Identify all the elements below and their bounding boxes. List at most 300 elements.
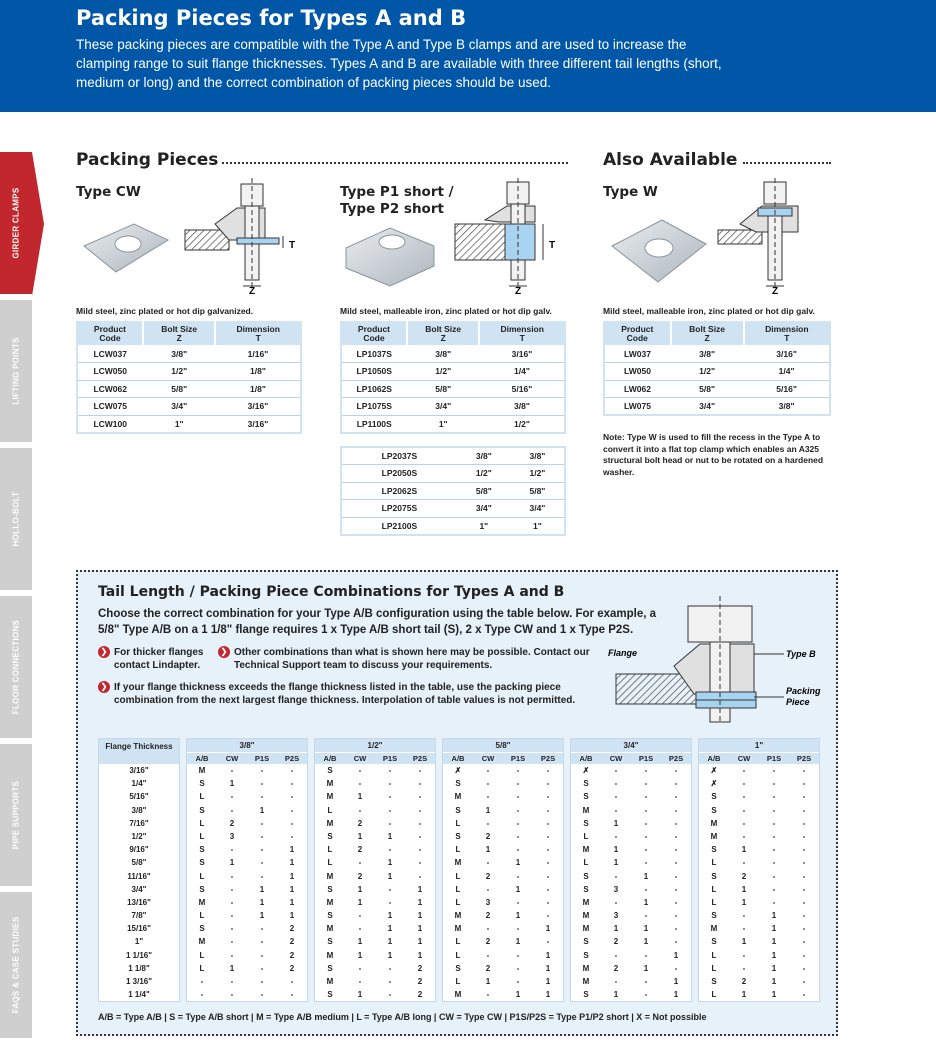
table-cell: 3/8" [407,345,479,363]
flange-label: Flange [608,648,638,658]
type-w-material: Mild steel, malleable iron, zinc plated or hot dip galv. [603,306,815,316]
table-cell: 1" [510,517,565,535]
table-row [571,843,691,856]
combination-diagram [608,596,834,726]
table-cell: 3 [613,911,619,921]
block-rows [571,764,691,1001]
table-cell: 1 [515,858,521,868]
table-row [604,380,830,398]
table-cell: - [644,990,648,1000]
table-cell: LCW062 [77,380,143,398]
arrow-icon: ❯ [98,646,110,658]
table-cell: - [772,831,776,841]
table-cell: - [546,831,550,841]
table-row [699,870,819,883]
table-cell: - [644,845,648,855]
table-cell: - [614,950,618,960]
type-p1-table [340,321,566,434]
table-cell: LW075 [604,398,671,416]
table-cell: L [711,963,717,973]
table-cell: - [772,897,776,907]
table-cell: - [772,766,776,775]
type-cw-diagram [185,178,305,296]
table-cell: 1 [387,950,393,960]
table-cell: - [516,805,520,815]
table-row [315,883,435,896]
bolt-size-block [442,738,564,1002]
table-cell: 1 [643,897,649,907]
table-row [699,988,819,1001]
table-cell: - [772,805,776,815]
table-row [443,777,563,790]
bolt-size-header: 3/8" [187,739,307,752]
table-cell: 1 [545,977,551,986]
type-cw-title: Type CW [76,184,141,200]
table-cell: LCW075 [77,398,143,416]
table-row [99,922,179,935]
table-cell: - [290,977,294,986]
sub-header: P1S [766,754,782,763]
table-cell: LW050 [604,363,671,381]
table-cell: 1/2" [479,415,565,433]
table-cell: - [644,792,648,802]
bolt-size-header: 1/2" [315,739,435,752]
table-cell: S [583,779,589,789]
table-cell: M [582,963,590,973]
table-cell: - [674,805,678,815]
table-cell: - [546,897,550,907]
table-row [187,843,307,856]
table-cell: LCW050 [77,363,143,381]
table-cell: 1 [417,924,423,934]
flange-value: 1/2" [131,831,147,841]
sub-header: CW [481,754,495,763]
table-cell: M [710,831,718,841]
table-cell: - [260,924,264,934]
table-cell: 1/8" [215,363,301,381]
table-cell: - [546,766,550,775]
table-cell: - [260,950,264,960]
flange-value: 1/4" [131,779,147,789]
table-row [699,896,819,909]
table-cell: - [546,845,550,855]
type-w-table [603,321,831,416]
table-cell: ✗ [454,766,462,775]
table-cell: LW037 [604,345,671,363]
table-cell: - [486,766,490,775]
table-cell: 1 [417,950,423,960]
table-cell: - [802,897,806,907]
table-cell: 1 [515,911,521,921]
table-cell: 2 [357,871,363,881]
table-cell: - [388,897,392,907]
table-cell: - [772,792,776,802]
tab-pipe-supports[interactable] [0,744,32,888]
table-cell: LP2062S [341,482,457,500]
table-cell: L [455,897,461,907]
table-cell: - [674,831,678,841]
table-cell: S [455,963,461,973]
table-cell: 2 [289,963,295,973]
tab-label: PIPE SUPPORTS [11,780,21,850]
table-cell: 1 [771,937,777,947]
table-cell: 1 [673,990,679,1000]
table-cell: - [516,845,520,855]
table-row [187,790,307,803]
type-p-title-line1: Type P1 short / [340,184,454,200]
table-row [315,962,435,975]
table-cell: 1 [357,897,363,907]
table-cell: - [358,963,362,973]
table-cell: - [230,950,234,960]
table-cell: S [327,911,333,921]
heading-divider [743,162,831,164]
table-cell: - [802,884,806,894]
table-cell: 1 [357,792,363,802]
table-cell: 2 [613,963,619,973]
table-cell: - [802,950,806,960]
table-cell: - [644,858,648,868]
table-row [699,764,819,777]
arrow-icon: ❯ [98,681,110,693]
table-cell: - [486,818,490,828]
table-cell: - [614,831,618,841]
table-row [77,415,301,433]
table-cell: 2 [485,871,491,881]
tab-faqs-case-studies[interactable] [0,892,32,1040]
sub-header-row [571,752,691,764]
sub-header: CW [609,754,623,763]
table-row [699,830,819,843]
table-cell: - [546,911,550,921]
table-cell: - [802,977,806,986]
table-cell: - [802,990,806,1000]
table-cell: - [802,924,806,934]
table-cell: - [418,845,422,855]
table-cell: M [582,805,590,815]
table-cell: M [582,924,590,934]
arrow-icon: ❯ [218,646,230,658]
table-cell: 1 [387,858,393,868]
table-cell: L [711,897,717,907]
table-cell: 3/8" [143,345,215,363]
table-cell: - [486,858,490,868]
table-cell: 1 [643,924,649,934]
column-header: Dimension T [744,322,830,345]
table-cell: 1/2" [671,363,744,381]
table-cell: - [644,950,648,960]
table-cell: - [674,871,678,881]
table-cell: 3/4" [407,398,479,416]
table-row [571,856,691,869]
table-cell: - [358,766,362,775]
table-row [443,870,563,883]
table-row [443,922,563,935]
table-row [77,363,301,381]
table-cell: 1 [613,818,619,828]
table-cell: M [198,937,206,947]
table-cell: - [230,924,234,934]
table-cell: L [455,845,461,855]
table-cell: - [516,950,520,960]
table-row [443,949,563,962]
table-cell: M [326,871,334,881]
table-cell: - [742,831,746,841]
column-header: Product Code [604,322,671,345]
flange-value: 1 1/16" [125,950,153,960]
table-cell: 1 [417,897,423,907]
sub-header: A/B [451,754,465,763]
table-cell: S [711,792,717,802]
table-cell: 3/8" [671,345,744,363]
table-cell: S [199,779,205,789]
table-cell: 1 [387,924,393,934]
table-row [571,949,691,962]
table-cell: M [582,911,590,921]
dim-t-label: T [289,240,296,251]
table-cell: - [388,818,392,828]
table-cell: 1" [143,415,215,433]
table-row [443,883,563,896]
flange-value: 11/16" [127,871,151,881]
table-cell: 1 [771,950,777,960]
table-cell: - [674,937,678,947]
table-cell: 1 [259,805,265,815]
sub-header: P2S [284,754,300,763]
table-cell: 3/4" [671,398,744,416]
flange-value: 3/8" [131,805,147,815]
combination-title: Tail Length / Packing Piece Combinations for Types A and B [98,584,565,600]
table-cell: - [290,818,294,828]
table-cell: L [199,831,205,841]
table-cell: LP1050S [341,363,407,381]
table-cell: - [200,977,204,986]
table-cell: L [199,950,205,960]
table-cell: S [583,937,589,947]
table-cell: 1/8" [215,380,301,398]
packing-pieces-heading: Packing Pieces [76,150,219,170]
table-row [571,909,691,922]
sub-header: P2S [796,754,812,763]
table-cell: - [516,831,520,841]
table-cell: - [802,792,806,802]
table-row [187,896,307,909]
combination-description: Choose the correct combination for your Type A/B configuration using the table below. For example, a 5/8" Type A/B on a 1 1/8" flange requires 1 x Type A/B short tail (S), 2 x Type CW and 1 x Type P2S. [98,608,657,636]
table-cell: L [199,963,205,973]
bolt-size-header: 5/8" [443,739,563,752]
table-cell: S [711,937,717,947]
table-cell: - [418,805,422,815]
table-cell: - [742,858,746,868]
tab-hollo-bolt[interactable] [0,448,32,592]
table-cell: 1 [357,950,363,960]
table-cell: - [644,805,648,815]
table-row [341,500,565,518]
table-cell: 1 [741,884,747,894]
table-cell: - [772,871,776,881]
table-cell: - [802,911,806,921]
table-cell: - [418,766,422,775]
bullet-other-combinations: ❯ Other combinations than what is shown here may be possible. Contact our Technical Support team to discuss your requirements. [218,646,598,672]
bolt-size-block [698,738,820,1002]
table-cell: 3/4" [143,398,215,416]
table-cell: - [358,858,362,868]
table-cell: L [455,950,461,960]
table-row [315,975,435,988]
table-cell: L [455,977,461,986]
table-cell: S [199,858,205,868]
table-cell: 1 [515,990,521,1000]
table-cell: - [358,779,362,789]
table-cell: 1 [485,977,491,986]
table-cell: - [418,831,422,841]
column-header: Bolt Size Z [407,322,479,345]
table-cell: - [614,897,618,907]
table-row [699,804,819,817]
table-row [699,856,819,869]
table-row [315,988,435,1001]
table-cell: 1 [417,884,423,894]
table-cell: - [260,858,264,868]
table-cell: - [290,792,294,802]
table-row [341,398,565,416]
table-cell: 3/16" [215,415,301,433]
table-cell: 2 [357,845,363,855]
dim-z-label: Z [515,286,522,297]
flange-value: 7/16" [129,818,149,828]
table-cell: 5/8" [671,380,744,398]
table-row [443,962,563,975]
table-row [99,790,179,803]
table-row [571,777,691,790]
table-cell: 1 [741,897,747,907]
flange-value: 7/8" [131,911,147,921]
table-cell: 1 [545,990,551,1000]
table-cell: - [802,779,806,789]
table-cell: 1 [387,911,393,921]
table-row [443,817,563,830]
table-cell: 2 [229,818,235,828]
table-cell: M [582,845,590,855]
table-cell: - [802,963,806,973]
table-cell: - [388,792,392,802]
table-cell: 2 [485,831,491,841]
table-row [571,804,691,817]
flange-header: Flange Thickness [99,739,179,764]
dim-t-label: T [549,240,556,251]
table-cell: S [199,805,205,815]
table-cell: - [546,858,550,868]
table-cell: - [516,792,520,802]
table-cell: 1 [771,963,777,973]
flange-value: 5/16" [129,792,149,802]
type-cw-photo [76,210,172,282]
table-cell: - [742,792,746,802]
table-cell: L [711,990,717,1000]
table-cell: S [583,990,589,1000]
table-cell: 1 [357,937,363,947]
table-cell: - [388,779,392,789]
column-header: Product Code [77,322,143,345]
table-row [99,935,179,948]
table-cell: LW062 [604,380,671,398]
table-cell: - [742,805,746,815]
tab-label: LIFTING POINTS [11,337,21,405]
table-cell: M [326,818,334,828]
table-cell: - [260,766,264,775]
table-cell: 1 [357,831,363,841]
tab-floor-connections[interactable] [0,596,32,740]
sub-header: CW [225,754,239,763]
table-cell: 3 [229,831,235,841]
table-cell: - [614,977,618,986]
table-row [99,804,179,817]
table-cell: 1 [613,845,619,855]
table-cell: S [455,831,461,841]
table-row [443,843,563,856]
bolt-size-block [570,738,692,1002]
table-row [187,830,307,843]
table-cell: - [644,818,648,828]
table-row [699,962,819,975]
table-cell: 1/4" [479,363,565,381]
table-cell: - [260,779,264,789]
block-rows [443,764,563,1001]
table-cell: L [199,871,205,881]
table-cell: 5/16" [479,380,565,398]
table-row [187,949,307,962]
table-row [99,975,179,988]
table-cell: 1 [771,924,777,934]
table-cell: - [418,871,422,881]
table-cell: 3/4" [510,500,565,518]
table-row [604,345,830,363]
table-cell: S [583,871,589,881]
table-cell: - [358,911,362,921]
table-cell: 1 [771,911,777,921]
table-cell: - [388,805,392,815]
table-cell: L [711,884,717,894]
column-header: Bolt Size Z [143,322,215,345]
tab-lifting-points[interactable] [0,300,32,444]
table-cell: LP1062S [341,380,407,398]
dim-z-label: Z [772,286,779,297]
table-cell: LP2037S [341,447,457,465]
legend: A/B = Type A/B | S = Type A/B short | M = Type A/B medium | L = Type A/B long | CW = Type CW | P1S/P2S = Type P1/P2 short | X = Not possible [98,1012,707,1022]
table-row [315,909,435,922]
table-row [699,909,819,922]
table-row [571,935,691,948]
table-cell: - [486,950,490,960]
table-row [341,363,565,381]
sub-header: P1S [638,754,654,763]
table-cell: - [230,871,234,881]
table-cell: 3/8" [457,447,510,465]
flange-value: 15/16" [127,924,151,934]
sub-header: P2S [668,754,684,763]
table-cell: - [260,963,264,973]
table-row [99,949,179,962]
tab-girder-clamps[interactable] [0,152,32,296]
type-w-note: Note: Type W is used to fill the recess in the Type A to convert it into a flat top clamp which enables an A325 structural bolt head or nut to be rotated on a hardened washer. [603,432,824,477]
table-cell: - [802,805,806,815]
table-cell: - [546,792,550,802]
table-cell: - [742,924,746,934]
table-cell: 3/16" [215,398,301,416]
bullet-thicker-flanges: ❯ For thicker flanges contact Lindapter. [98,646,218,672]
table-row [571,988,691,1001]
table-cell: - [772,884,776,894]
